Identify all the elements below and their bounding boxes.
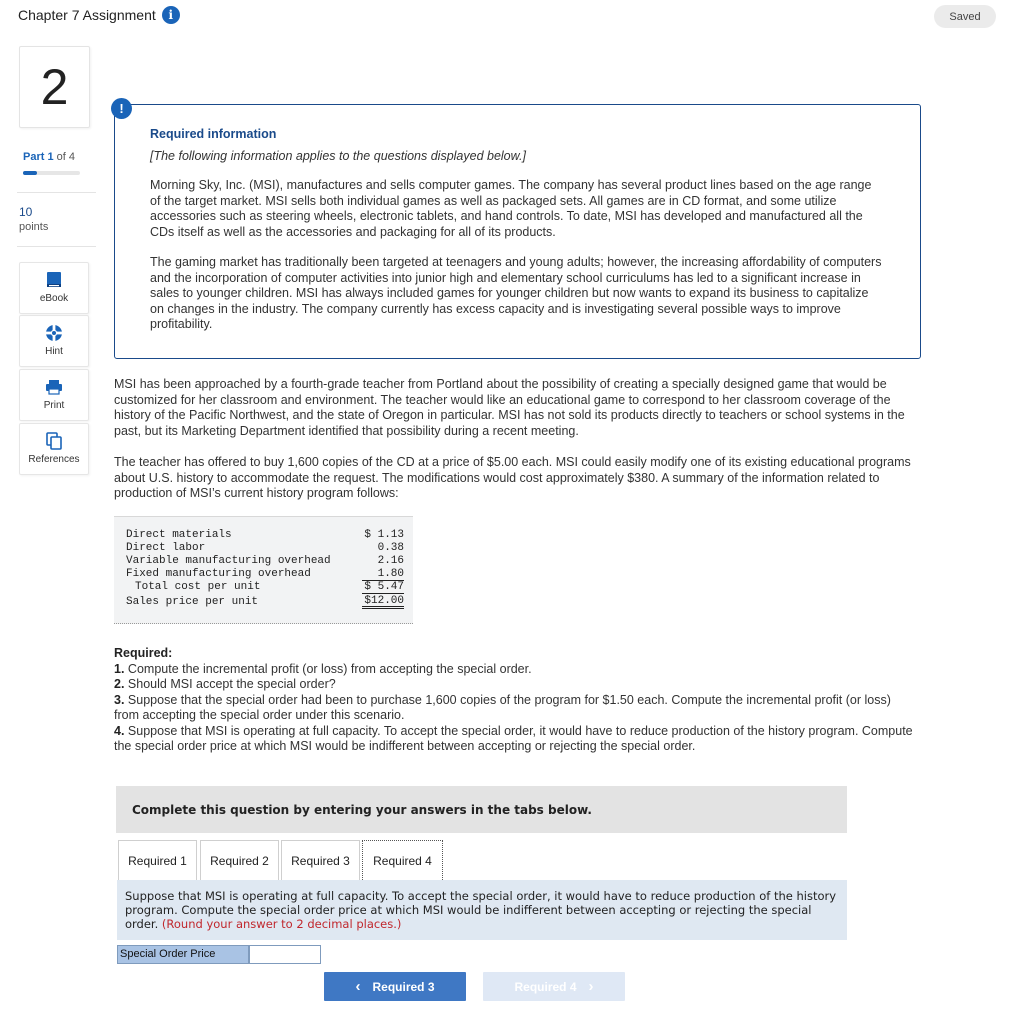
table-row: [126, 596, 413, 609]
book-icon: [46, 271, 62, 289]
printer-icon: [45, 378, 63, 396]
table-row: [126, 555, 413, 568]
part-progress-fill: [23, 171, 37, 175]
cost-label: Variable manufacturing overhead: [126, 555, 331, 567]
previous-tab-label: Required 3: [372, 979, 435, 994]
part-total: of 4: [56, 151, 76, 163]
question-number: 2: [19, 46, 90, 128]
references-button[interactable]: [19, 423, 89, 475]
requirement-text: Compute the incremental profit (or loss) from accepting the special order.: [127, 661, 532, 676]
copy-icon: [46, 432, 62, 450]
cost-summary-table: [114, 516, 413, 624]
info-icon[interactable]: i: [162, 6, 180, 24]
table-row: [126, 542, 413, 555]
table-row: [126, 568, 413, 581]
cost-label: Total cost per unit: [135, 581, 261, 593]
assignment-title: [18, 6, 180, 24]
part-prefix: Part: [23, 151, 45, 163]
tab-required-4[interactable]: Required 4: [362, 840, 443, 880]
points-value: 10: [19, 205, 33, 219]
rail-divider: [17, 192, 96, 193]
chevron-right-icon: ›: [588, 977, 594, 995]
cost-label: Sales price per unit: [126, 596, 259, 608]
list-item: [114, 677, 914, 693]
alert-icon: !: [111, 98, 132, 119]
chevron-left-icon: ‹: [355, 977, 361, 995]
table-row: [126, 529, 413, 542]
list-item: [114, 662, 914, 678]
cost-value: 2.16: [377, 555, 404, 567]
assignment-title-text: Chapter 7 Assignment: [18, 7, 156, 23]
info-paragraph: Morning Sky, Inc. (MSI), manufactures and sells computer games. The company has several product lines based on the age range of the target market. MSI sells both individual games as well as packaged sets. All games are in CD format, and some utilize accessories such as steering wheels, electronic tablets, and hand controls. To date, MSI has developed and manufactured all the CDs itself as well as the accessories and packaging for all of its products.: [150, 178, 872, 239]
cost-value: 0.38: [377, 542, 404, 554]
part-progress-bar: [23, 171, 80, 175]
next-tab-button[interactable]: [483, 972, 625, 1001]
references-label: References: [28, 454, 80, 465]
saved-status-badge: Saved: [934, 5, 996, 28]
cost-value: $12.00: [362, 596, 404, 609]
requirement-number: 2.: [114, 677, 125, 691]
problem-paragraph: MSI has been approached by a fourth-grade teacher from Portland about the possibility of creating a specially designed game that would be customized for her classroom and environment. The teacher would like an educational game to correspond to her classroom coverage of the history of the Pacific Northwest, and the state of Oregon in particular. MSI has not sold its products directly to teachers or school systems in the past, but its Marketing Department identified that possibility during a recent meeting.: [114, 377, 905, 438]
required-information-heading: Required information: [150, 127, 277, 141]
cost-label: Direct materials: [126, 529, 232, 541]
required-information-note: [The following information applies to the questions displayed below.]: [150, 149, 526, 163]
tab-panel-instructions: [117, 880, 847, 940]
problem-paragraph: The teacher has offered to buy 1,600 copies of the CD at a price of $5.00 each. MSI could easily modify one of its existing educational programs about U.S. history to accommodate the request. The modifications would cost approximately $380. A summary of the information related to production of MSI’s current history program follows:: [114, 455, 911, 500]
tab-required-1[interactable]: Required 1: [118, 840, 197, 880]
list-item: [114, 724, 914, 755]
ebook-button[interactable]: [19, 262, 89, 314]
cost-label: Fixed manufacturing overhead: [126, 568, 311, 580]
rail-divider: [17, 246, 96, 247]
hint-button[interactable]: [19, 315, 89, 367]
previous-tab-button[interactable]: [324, 972, 466, 1001]
next-tab-label: Required 4: [514, 979, 577, 994]
list-item: [114, 693, 914, 724]
print-label: Print: [43, 400, 65, 411]
info-paragraph: The gaming market has traditionally been targeted at teenagers and young adults; however, the increasing affordability of computers and the incorporation of computer activities into junior high and elementary school curriculums has led to a significant increase in sales to younger children. MSI has always included games for younger children but now wants to expand its business to capitalize on changes in the industry. The company currently has excess capacity and is investigating several possible ways to improve profitability.: [150, 255, 882, 331]
hint-label: Hint: [45, 346, 63, 357]
tab-required-2[interactable]: Required 2: [200, 840, 279, 880]
requirement-number: 3.: [114, 692, 125, 707]
cost-label: Direct labor: [126, 542, 206, 554]
points-label: points: [19, 221, 49, 233]
tab-required-3[interactable]: Required 3: [281, 840, 360, 880]
instruction-bar: Complete this question by entering your answers in the tabs below.: [116, 786, 847, 833]
required-information-box: [114, 104, 921, 359]
part-current: 1: [47, 151, 54, 163]
requirement-text: Suppose that the special order had been to purchase 1,600 copies of the program for $1.50 each. Compute the incremental profit (or loss) from accepting the special order under this scenario.: [114, 692, 891, 722]
rounding-hint: (Round your answer to 2 decimal places.): [161, 917, 402, 931]
requirement-text: Suppose that MSI is operating at full capacity. To accept the special order, it would have to reduce production of the history program. Compute the special order price at which MSI would be indifferent between accepting or rejecting the special order.: [114, 723, 913, 753]
requirement-number: 4.: [114, 723, 125, 738]
requirements-list: [114, 646, 914, 755]
cost-value: 1.80: [362, 568, 404, 581]
requirement-number: 1.: [114, 661, 125, 676]
print-button[interactable]: [19, 369, 89, 421]
requirement-text: Should MSI accept the special order?: [127, 677, 336, 691]
panel-text: Suppose that MSI is operating at full capacity. To accept the special order, it would have to reduce production of the history program. Compute the special order price at which MSI would be indifferent between accepting or rejecting the special order.: [125, 889, 837, 931]
ebook-label: eBook: [39, 293, 69, 304]
special-order-price-input[interactable]: [249, 945, 321, 964]
cost-value: $ 5.47: [362, 581, 404, 594]
part-indicator: [23, 151, 75, 163]
requirements-heading: Required:: [114, 646, 173, 660]
cost-value: $ 1.13: [364, 529, 404, 541]
lifebuoy-icon: [45, 324, 63, 342]
table-row: [126, 581, 413, 594]
special-order-price-label: Special Order Price: [117, 945, 249, 964]
